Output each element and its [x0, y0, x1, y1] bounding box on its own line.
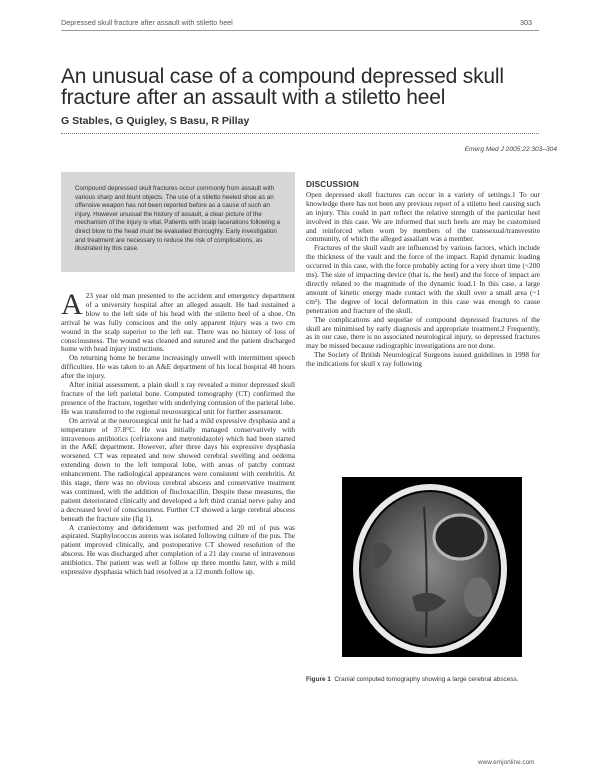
drop-cap: A: [61, 288, 83, 321]
discussion-paragraph: Fractures of the skull vault are influenced by various factors, which include the thickness of the vault and the force of the impact. Rapid dynamic loading occurred in this case, with the force probably acting for a very short time (<200 ms). The size of impacting device (that is, the heel) and the force of impact are directly related to the magnitude of the dynamic load.1 In this case, a large amount of kinetic energy made contact with the skull over a small area (~1 cm²). The degree of local deformation in this case was enough to cause penetration and fracture of the skull.: [306, 243, 540, 315]
article-authors: G Stables, G Quigley, S Basu, R Pillay: [61, 115, 250, 127]
journal-citation: Emerg Med J 2005;22:303–304: [464, 146, 557, 153]
article-title: An unusual case of a compound depressed skull fracture after an assault with a stiletto heel: [61, 65, 504, 109]
case-paragraph: 23 year old man presented to the accident and emergency department of a university hospital after an alleged assault. He had sustained a blow to the left side of his head with the stiletto heel of a shoe. On arrival he was fully conscious and the only apparent injury was a two cm wound in the scalp superior to the left ear. There was no history of loss of consciousness. The wound was cleaned and sutured and the patient discharged home with head injury instructions.: [61, 291, 295, 354]
case-paragraph: On arrival at the neurosurgical unit he had a mild expressive dysphasia and a temperature of 37.8°C. He was initially managed conservatively with intravenous antibiotics (cefriaxone and metronidazole) which had been started in the A&E department. However, after three days his expressive dysphasia worsened. CT was repeated and now showed cerebral swelling and oedema extending down to the left temporal lobe, with areas of patchy contrast enhancement. The radiological appearances were consistent with cerebritis. At this stage, there was no obvious cerebral abscess and conservative treatment was continued, with the addition of flucloxacillin. Despite these measures, the patient deteriorated clinically and developed a left third cranial nerve palsy and a decreased level of consciousness. Further CT showed a large cerebral abscess beneath the fracture site (fig 1).: [61, 415, 295, 523]
figure-label: Figure 1: [306, 676, 331, 683]
dotted-divider: [61, 133, 539, 134]
case-paragraph: On returning home he became increasingly unwell with intermittent speech difficulties. He was taken to an A&E department of his local hospital 48 hours after the injury.: [61, 353, 295, 381]
abstract-text: Compound depressed skull fractures occur commonly from assault with various sharp and blunt objects. The use of a stiletto heeled shoe as an offensive weapon has not been reported before as a cause of such an injury. However unusual the history of assault, a clear picture of the mechanism of the injury is vital. Patients with scalp lacerations following a direct blow to the head must be evaluated thoroughly. Early investigation and treatment are necessary to reduce the risk of complications, as illustrated by this case.: [75, 185, 281, 253]
page-number: 303: [520, 18, 532, 27]
running-head: Depressed skull fracture after assault with stiletto heel: [61, 18, 233, 27]
ct-abscess: [434, 515, 486, 559]
ct-scan-image: [342, 477, 522, 657]
footer-url: www.emjonline.com: [478, 759, 535, 766]
ct-edema: [464, 577, 492, 617]
discussion-paragraph: The complications and sequelae of compound depressed fractures of the skull are minimised by early diagnosis and appropriate treatment.2 Frequently, as in our case, there is no associated neurological injury, so depressed fractures may be missed because radiographic investigations are not done.: [306, 314, 540, 351]
discussion-paragraph: Open depressed skull fractures can occur in a variety of settings.1 To our knowledge there has not been any previous report of a stiletto heel causing such an injury. This could in part reflect the relative strength of the particular heel involved in this case. We are informed that such heels are may be customised and reinforced when worn by members of the transsexual/transvestite community, of which the alleged assailant was a member.: [306, 189, 540, 244]
ct-brain-tissue: [361, 492, 499, 646]
case-paragraph: A craniectomy and debridement was performed and 20 ml of pus was aspirated. Staphylococcus aureus was isolated following culture of the pus. The patient improved clinically, and postoperative CT showed resolution of the abscess. He was discharged after completion of a 21 day course of intravenous antibiotics. The patient was well at follow up three months later, with a mild expressive dysphasia which had resolved at a 12 month follow up.: [61, 522, 295, 577]
discussion-column: [306, 181, 540, 369]
discussion-paragraph: The Society of British Neurological Surgeons issued guidelines in 1998 for the indications for skull x ray following: [306, 350, 540, 369]
case-paragraph: After initial assessment, a plain skull x ray revealed a minor depressed skull fracture of the left parietal bone. Computed tomography (CT) confirmed the presence of the fracture, together with underlying contusion of the parietal lobe. He was transferred to the regional neurosurgical unit for further assessment.: [61, 380, 295, 416]
figure-caption-text: Cranial computed tomography showing a large cerebral abscess.: [334, 676, 519, 683]
figure-caption: [306, 676, 540, 684]
case-report-column: [61, 288, 295, 577]
header-rule: [61, 30, 539, 31]
discussion-heading: DISCUSSION: [306, 180, 359, 189]
